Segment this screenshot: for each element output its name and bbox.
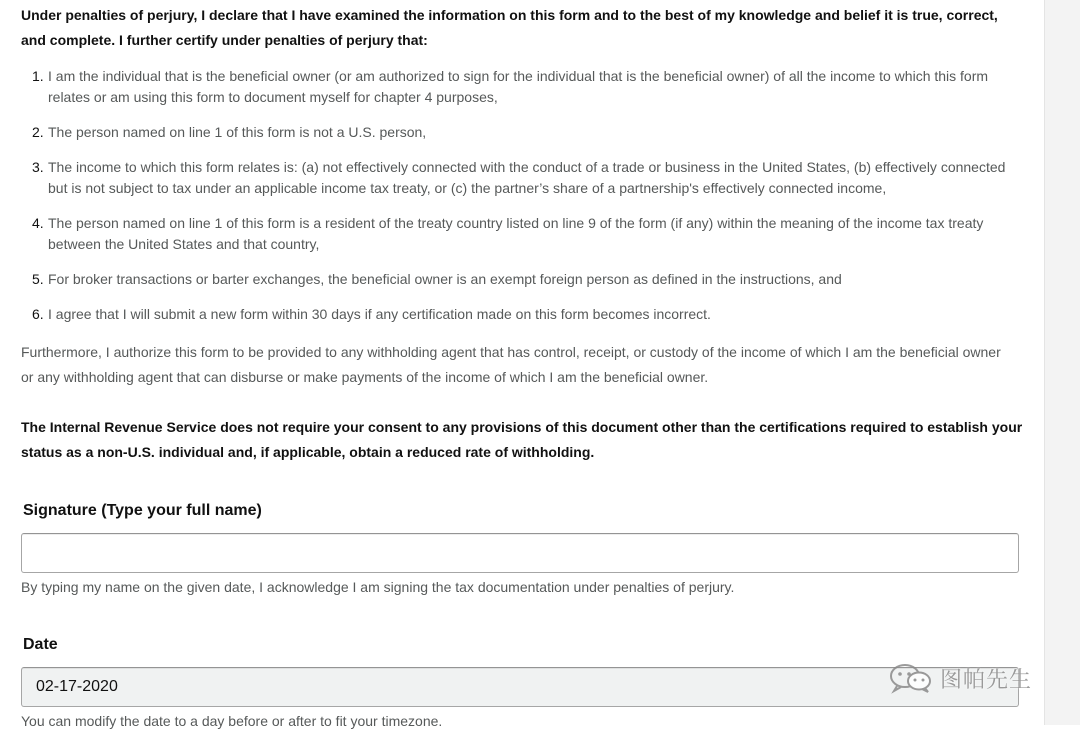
date-hint: You can modify the date to a day before or after to fit your timezone.	[21, 713, 443, 729]
certification-number: 3.	[32, 159, 44, 175]
certification-text: The person named on line 1 of this form is a resident of the treaty country listed on line 9 of the form (if any) within the meaning of the income tax treaty between the United States and that country,	[48, 215, 984, 252]
authorization-paragraph: Furthermore, I authorize this form to be provided to any withholding agent that has control, receipt, or custody of the income of which I am the beneficial owner or any withholding agent that can disburse or make payments of the income of which I am the beneficial owner.	[21, 344, 1001, 385]
irs-consent-notice: The Internal Revenue Service does not require your consent to any provisions of this document other than the certifications required to establish your status as a non-U.S. individual and, if applicable, obtain a reduced rate of withholding.	[21, 419, 1023, 460]
certification-number: 5.	[32, 271, 44, 287]
signature-input[interactable]	[21, 533, 1019, 573]
certification-item	[21, 304, 1021, 325]
signature-label: Signature (Type your full name)	[23, 502, 262, 519]
certification-list	[21, 66, 1021, 339]
certification-number: 4.	[32, 215, 44, 231]
date-label: Date	[23, 636, 58, 653]
date-input[interactable]	[21, 667, 1019, 707]
watermark-text: 图帕先生	[940, 667, 1033, 693]
certification-text: For broker transactions or barter exchanges, the beneficial owner is an exempt foreign person as defined in the instructions, and	[48, 271, 842, 287]
certification-number: 6.	[32, 306, 44, 322]
certification-text: I agree that I will submit a new form within 30 days if any certification made on this form becomes incorrect.	[48, 306, 711, 322]
certification-text: The income to which this form relates is: (a) not effectively connected with the conduct of a trade or business in the United States, (b) effectively connected but is not subject to tax under an applicable income tax treaty, or (c) the partner’s share of a partnership's effectively connected income,	[48, 159, 1006, 196]
wechat-logo-icon	[888, 662, 934, 694]
certification-text: I am the individual that is the beneficial owner (or am authorized to sign for the individual that is the beneficial owner) of all the income to which this form relates or am using this form to document myself for chapter 4 purposes,	[48, 68, 989, 105]
page-gutter	[1044, 0, 1080, 725]
certification-item	[21, 122, 1021, 143]
perjury-declaration: Under penalties of perjury, I declare that I have examined the information on this form and to the best of my knowledge and belief it is true, correct, and complete. I further certify under penalties of perjury that:	[21, 7, 998, 48]
certification-item	[21, 157, 1021, 199]
certification-number: 2.	[32, 124, 44, 140]
certification-text: The person named on line 1 of this form is not a U.S. person,	[48, 124, 427, 140]
certification-number: 1.	[32, 68, 44, 84]
certification-item	[21, 213, 1021, 255]
certification-item	[21, 66, 1021, 108]
certification-item	[21, 269, 1021, 290]
watermark	[888, 662, 1032, 694]
signature-hint: By typing my name on the given date, I acknowledge I am signing the tax documentation under penalties of perjury.	[21, 579, 735, 595]
